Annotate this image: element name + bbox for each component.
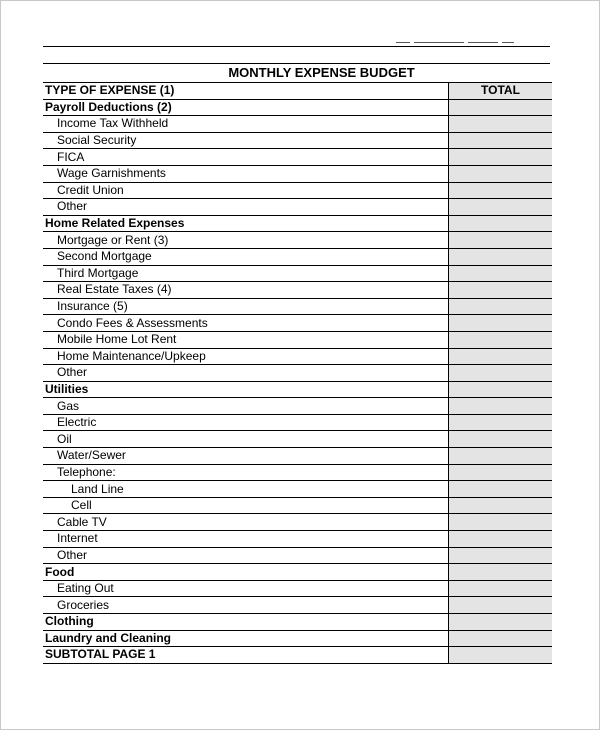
table-row: [43, 99, 552, 116]
expense-label: Water/Sewer: [43, 448, 449, 465]
total-entry-cell[interactable]: [449, 464, 553, 481]
total-entry-cell[interactable]: [449, 348, 553, 365]
expense-sheet: [43, 63, 550, 664]
expense-label: Wage Garnishments: [43, 165, 449, 182]
expense-label: Cell: [43, 497, 449, 514]
expense-label: Food: [43, 564, 449, 581]
table-row: [43, 116, 552, 133]
total-entry-cell[interactable]: [449, 580, 553, 597]
total-entry-cell[interactable]: [449, 630, 553, 647]
total-entry-cell[interactable]: [449, 547, 553, 564]
table-row: [43, 514, 552, 531]
expense-label: SUBTOTAL PAGE 1: [43, 647, 449, 664]
total-entry-cell[interactable]: [449, 248, 553, 265]
expense-label: Other: [43, 199, 449, 216]
expense-label: Eating Out: [43, 580, 449, 597]
expense-label: Other: [43, 547, 449, 564]
expense-label: Mobile Home Lot Rent: [43, 331, 449, 348]
expense-label: Real Estate Taxes (4): [43, 282, 449, 299]
total-entry-cell[interactable]: [449, 365, 553, 382]
table-row: [43, 381, 552, 398]
table-row: [43, 597, 552, 614]
expense-label: Land Line: [43, 481, 449, 498]
table-row: [43, 315, 552, 332]
total-entry-cell[interactable]: [449, 448, 553, 465]
table-row: [43, 414, 552, 431]
expense-label: Insurance (5): [43, 298, 449, 315]
total-entry-cell[interactable]: [449, 414, 553, 431]
expense-table: [43, 82, 552, 664]
expense-label: Gas: [43, 398, 449, 415]
expense-label: Cable TV: [43, 514, 449, 531]
total-entry-cell[interactable]: [449, 232, 553, 249]
table-row: [43, 580, 552, 597]
header-total: TOTAL: [449, 83, 553, 100]
total-entry-cell[interactable]: [449, 481, 553, 498]
table-row: [43, 215, 552, 232]
expense-label: Credit Union: [43, 182, 449, 199]
top-rule: [43, 46, 550, 47]
total-entry-cell[interactable]: [449, 165, 553, 182]
table-row: [43, 398, 552, 415]
total-entry-cell[interactable]: [449, 132, 553, 149]
table-row: [43, 248, 552, 265]
table-row: [43, 647, 552, 664]
total-entry-cell[interactable]: [449, 116, 553, 133]
table-row: [43, 199, 552, 216]
total-entry-cell[interactable]: [449, 182, 553, 199]
table-row: [43, 182, 552, 199]
total-entry-cell[interactable]: [449, 647, 553, 664]
total-entry-cell[interactable]: [449, 265, 553, 282]
total-entry-cell[interactable]: [449, 199, 553, 216]
table-row: [43, 265, 552, 282]
expense-label: Oil: [43, 431, 449, 448]
table-row: [43, 431, 552, 448]
total-entry-cell[interactable]: [449, 564, 553, 581]
expense-label: Third Mortgage: [43, 265, 449, 282]
total-entry-cell[interactable]: [449, 531, 553, 548]
expense-label: Clothing: [43, 614, 449, 631]
expense-label: Internet: [43, 531, 449, 548]
table-row: [43, 614, 552, 631]
table-row: [43, 331, 552, 348]
expense-label: Laundry and Cleaning: [43, 630, 449, 647]
total-entry-cell[interactable]: [449, 514, 553, 531]
total-entry-cell[interactable]: [449, 99, 553, 116]
expense-label: Telephone:: [43, 464, 449, 481]
expense-label: Home Related Expenses: [43, 215, 449, 232]
expense-label: Payroll Deductions (2): [43, 99, 449, 116]
total-entry-cell[interactable]: [449, 431, 553, 448]
total-entry-cell[interactable]: [449, 381, 553, 398]
expense-label: Groceries: [43, 597, 449, 614]
total-entry-cell[interactable]: [449, 215, 553, 232]
table-row: [43, 232, 552, 249]
expense-label: Other: [43, 365, 449, 382]
total-entry-cell[interactable]: [449, 497, 553, 514]
document-title: MONTHLY EXPENSE BUDGET: [43, 63, 550, 82]
total-entry-cell[interactable]: [449, 331, 553, 348]
expense-label: Social Security: [43, 132, 449, 149]
total-entry-cell[interactable]: [449, 315, 553, 332]
table-row: [43, 365, 552, 382]
expense-label: Electric: [43, 414, 449, 431]
table-row: [43, 481, 552, 498]
table-row: [43, 464, 552, 481]
table-row: [43, 348, 552, 365]
total-entry-cell[interactable]: [449, 597, 553, 614]
expense-label: Income Tax Withheld: [43, 116, 449, 133]
total-entry-cell[interactable]: [449, 149, 553, 166]
table-row: [43, 298, 552, 315]
table-row: [43, 630, 552, 647]
total-entry-cell[interactable]: [449, 398, 553, 415]
table-row: [43, 564, 552, 581]
table-row: [43, 547, 552, 564]
table-row: [43, 149, 552, 166]
table-row: [43, 282, 552, 299]
cropped-header-fragment: [396, 36, 516, 46]
expense-label: Home Maintenance/Upkeep: [43, 348, 449, 365]
expense-label: Condo Fees & Assessments: [43, 315, 449, 332]
total-entry-cell[interactable]: [449, 614, 553, 631]
expense-label: Mortgage or Rent (3): [43, 232, 449, 249]
table-row: [43, 531, 552, 548]
expense-label: Second Mortgage: [43, 248, 449, 265]
table-row: [43, 132, 552, 149]
header-type-of-expense: TYPE OF EXPENSE (1): [43, 83, 449, 100]
table-row: [43, 497, 552, 514]
table-header-row: [43, 83, 552, 100]
table-row: [43, 448, 552, 465]
expense-label: FICA: [43, 149, 449, 166]
expense-label: Utilities: [43, 381, 449, 398]
total-entry-cell[interactable]: [449, 298, 553, 315]
total-entry-cell[interactable]: [449, 282, 553, 299]
table-row: [43, 165, 552, 182]
